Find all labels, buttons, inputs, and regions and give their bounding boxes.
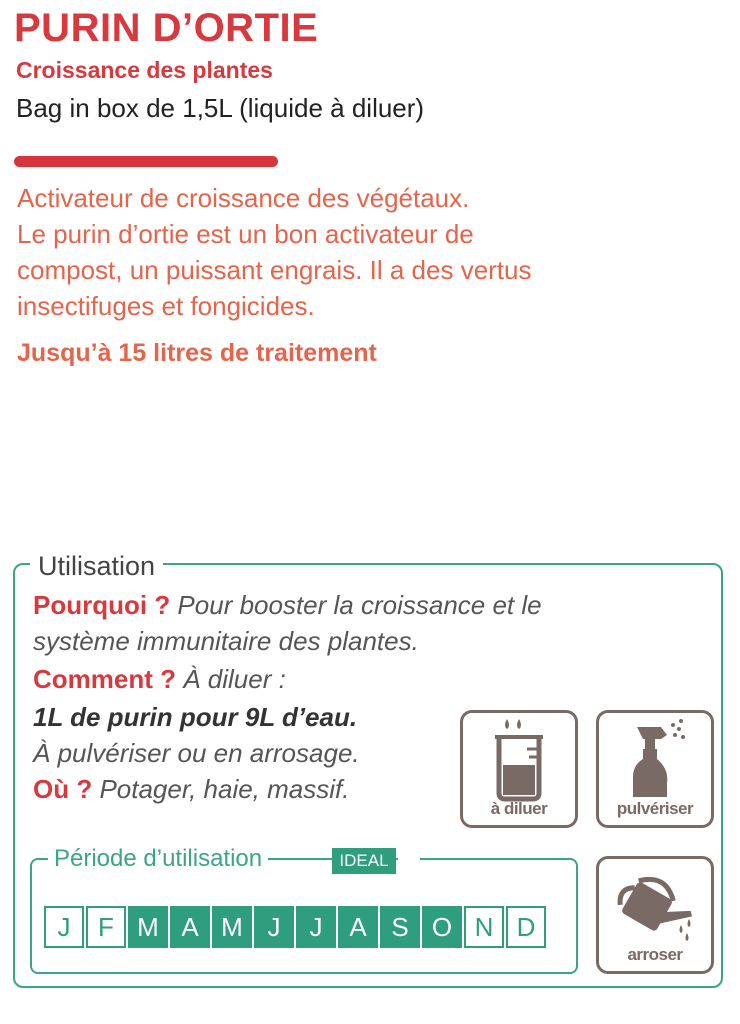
month-cell-dec: D bbox=[506, 906, 546, 948]
description-line: insectifuges et fongicides. bbox=[17, 291, 315, 321]
how-text: À diluer : bbox=[176, 664, 286, 694]
month-cell-jul: J bbox=[296, 906, 336, 948]
month-cell-sep: S bbox=[380, 906, 420, 948]
month-cell-may: M bbox=[212, 906, 252, 948]
why-text: Pour booster la croissance et le bbox=[170, 590, 542, 620]
water-card bbox=[596, 856, 714, 974]
period-gap bbox=[398, 850, 420, 864]
water-label: arroser bbox=[627, 945, 683, 964]
month-cell-oct: O bbox=[422, 906, 462, 948]
month-cell-jun: J bbox=[254, 906, 294, 948]
where-label: Où ? bbox=[33, 774, 93, 804]
why-line bbox=[33, 588, 542, 622]
period-legend: Période d’utilisation bbox=[48, 843, 268, 875]
description-line: Le purin d’ortie est un bon activateur de bbox=[17, 219, 474, 249]
red-divider bbox=[14, 156, 278, 167]
dilute-card bbox=[460, 710, 578, 828]
dilute-label: à diluer bbox=[490, 799, 548, 818]
month-cell-apr: A bbox=[170, 906, 210, 948]
treatment-volume: Jusqu’à 15 litres de traitement bbox=[17, 339, 377, 367]
month-cell-jan: J bbox=[44, 906, 84, 948]
product-subtitle: Croissance des plantes bbox=[16, 57, 273, 83]
spray-card bbox=[596, 710, 714, 828]
apply-line: À pulvériser ou en arrosage. bbox=[33, 738, 360, 768]
spray-label: pulvériser bbox=[616, 799, 694, 818]
month-cell-feb: F bbox=[86, 906, 126, 948]
where-text: Potager, haie, massif. bbox=[92, 774, 350, 804]
description bbox=[17, 180, 717, 324]
description-line: compost, un puissant engrais. Il a des vertus bbox=[17, 255, 532, 285]
product-format: Bag in box de 1,5L (liquide à diluer) bbox=[16, 93, 425, 123]
why-label: Pourquoi ? bbox=[33, 590, 171, 620]
product-title: PURIN D’ORTIE bbox=[14, 6, 319, 50]
why-line-2: système immunitaire des plantes. bbox=[33, 626, 419, 656]
ideal-badge: IDEAL bbox=[332, 848, 396, 874]
description-line: Activateur de croissance des végétaux. bbox=[17, 183, 470, 213]
how-line bbox=[33, 662, 286, 696]
usage-legend: Utilisation bbox=[30, 548, 163, 584]
month-strip bbox=[44, 906, 548, 948]
where-line bbox=[33, 772, 349, 806]
how-label: Comment ? bbox=[33, 664, 176, 694]
month-cell-nov: N bbox=[464, 906, 504, 948]
month-cell-aug: A bbox=[338, 906, 378, 948]
month-cell-mar: M bbox=[128, 906, 168, 948]
dose-line: 1L de purin pour 9L d’eau. bbox=[33, 702, 358, 732]
